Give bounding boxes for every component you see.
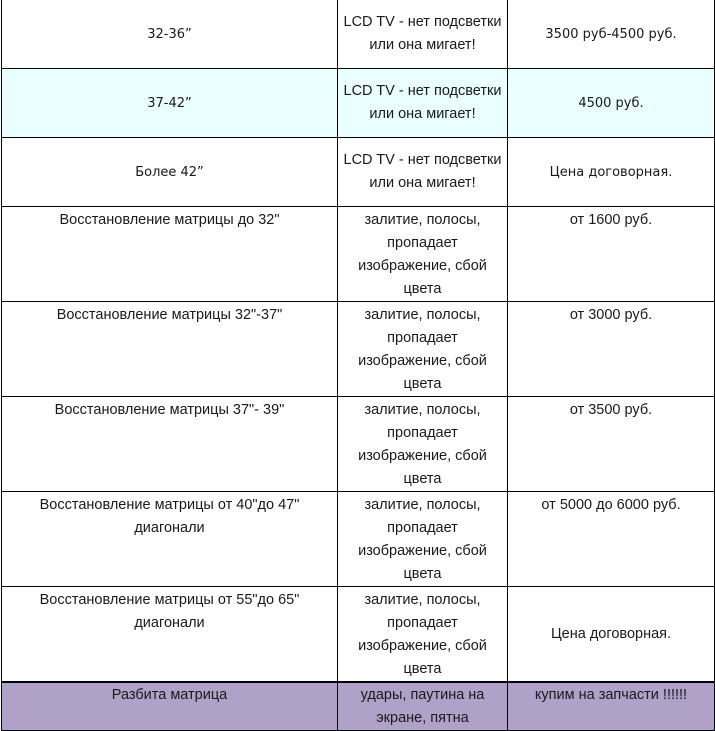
price-cell: 4500 руб. bbox=[508, 69, 715, 138]
size-cell: Восстановление матрицы от 55"до 65" диагонали bbox=[2, 587, 338, 683]
size-cell: Разбита матрица bbox=[2, 682, 338, 731]
table-row bbox=[2, 492, 715, 587]
problem-cell: LCD TV - нет подсветки или она мигает! bbox=[338, 69, 508, 138]
problem-cell: залитие, полосы, пропадает изображение, сбой цвета bbox=[338, 587, 508, 683]
size-cell: 32-36” bbox=[2, 0, 338, 69]
price-cell: от 1600 руб. bbox=[508, 207, 715, 302]
price-table bbox=[1, 0, 715, 731]
table-row bbox=[2, 682, 715, 731]
price-cell: от 3000 руб. bbox=[508, 302, 715, 397]
problem-cell: залитие, полосы, пропадает изображение, сбой цвета bbox=[338, 492, 508, 587]
table-row bbox=[2, 207, 715, 302]
table-row bbox=[2, 69, 715, 138]
problem-cell: LCD TV - нет подсветки или она мигает! bbox=[338, 0, 508, 69]
table-row bbox=[2, 138, 715, 207]
table-row bbox=[2, 0, 715, 69]
problem-cell: залитие, полосы, пропадает изображение, сбой цвета bbox=[338, 207, 508, 302]
size-cell: Восстановление матрицы 32"-37" bbox=[2, 302, 338, 397]
price-cell: 3500 руб-4500 руб. bbox=[508, 0, 715, 69]
problem-cell: залитие, полосы, пропадает изображение, сбой цвета bbox=[338, 397, 508, 492]
problem-cell: залитие, полосы, пропадает изображение, сбой цвета bbox=[338, 302, 508, 397]
size-cell: Восстановление матрицы до 32" bbox=[2, 207, 338, 302]
problem-cell: LCD TV - нет подсветки или она мигает! bbox=[338, 138, 508, 207]
size-cell: Восстановление матрицы от 40"до 47" диагонали bbox=[2, 492, 338, 587]
problem-cell: удары, паутина на экране, пятна bbox=[338, 682, 508, 731]
size-cell: Восстановление матрицы 37"- 39" bbox=[2, 397, 338, 492]
price-cell: Цена договорная. bbox=[508, 138, 715, 207]
table-row bbox=[2, 587, 715, 683]
price-cell: от 3500 руб. bbox=[508, 397, 715, 492]
table-row bbox=[2, 397, 715, 492]
size-cell: Более 42” bbox=[2, 138, 338, 207]
table-row bbox=[2, 302, 715, 397]
size-cell: 37-42” bbox=[2, 69, 338, 138]
price-cell: от 5000 до 6000 руб. bbox=[508, 492, 715, 587]
price-cell: купим на запчасти !!!!!! bbox=[508, 682, 715, 731]
price-cell: Цена договорная. bbox=[508, 587, 715, 683]
